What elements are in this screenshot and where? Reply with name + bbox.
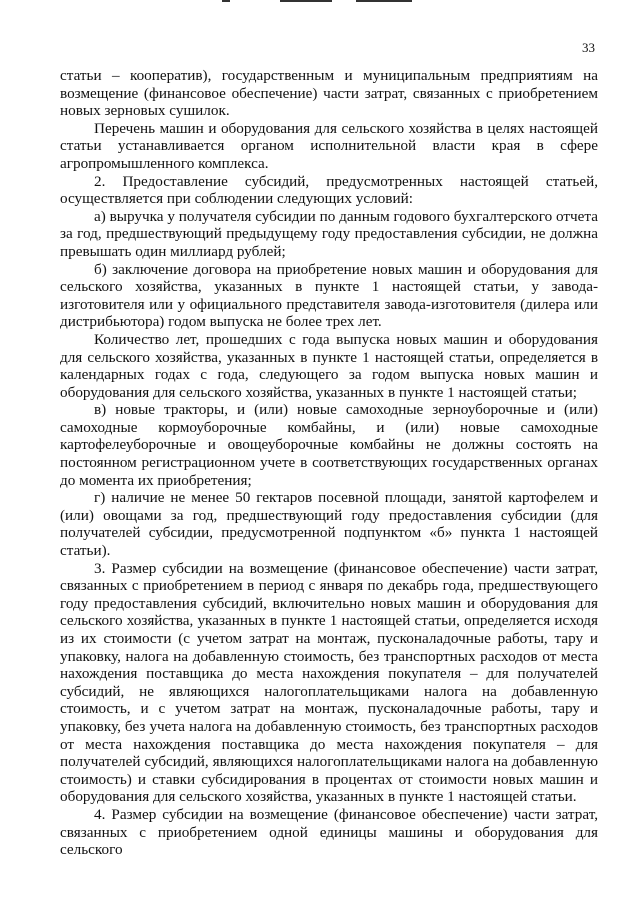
- paragraph-years-count: Количество лет, прошедших с года выпуска новых машин и оборудования для сельского хозяйства, указанных в пункте 1 настоящей статьи, определяется в календарных годах с года, следующего за годом выпуска новых машин и оборудования для сельского хозяйства, указанных в пункте 1 настоящей статьи;: [60, 330, 598, 401]
- paragraph-continuation: статьи – кооператив), государственным и муниципальным предприятиям на возмещение (финансовое обеспечение) части затрат, связанных с приобретением новых зерновых сушилок.: [60, 67, 598, 120]
- paragraph-condition-g: г) наличие не менее 50 гектаров посевной площади, занятой картофелем и (или) овощами за год, предшествующий году предоставления субсидии (для получателей субсидии, предусмотренной подпунктом «б» пункта 1 настоящей статьи).: [60, 489, 598, 560]
- top-rule-center: [280, 0, 332, 2]
- paragraph-subsidy-size-3: 3. Размер субсидии на возмещение (финансовое обеспечение) части затрат, связанных с приобретением в период с января по декабрь года, предшествующего году предоставления субсидий, включительно новых машин и оборудования для сельского хозяйства, указанных в пункте 1 настоящей статьи, определяется исходя из их стоимости (с учетом затрат на монтаж, пусконаладочные работы, тару и упаковку, налога на добавленную стоимость, без транспортных расходов от места нахождения поставщика до места нахождения покупателя – для получателей субсидий, не являющихся налогоплательщиками налога на добавленную стоимость, и с учетом затрат на монтаж, пусконаладочные работы, тару и упаковку, без учета налога на добавленную стоимость, без транспортных расходов от места нахождения поставщика до места нахождения покупателя – для получателей субсидий, являющихся налогоплательщиками налога на добавленную стоимость) и ставки субсидирования в процентах от стоимости новых машин и оборудования для сельского хозяйства, указанных в пункте 1 настоящей статьи.: [60, 559, 598, 806]
- paragraph-subsidy-size-4: 4. Размер субсидии на возмещение (финансовое обеспечение) части затрат, связанных с приобретением одной единицы машины и оборудования для сельского: [60, 805, 598, 859]
- paragraph-condition-v: в) новые тракторы, и (или) новые самоходные зерноуборочные и (или) самоходные кормоуборочные комбайны, и (или) новые самоходные картофелеуборочные и овощеуборочные комбайны не должны состоять на постоянном регистрационном учете в соответствующих государственных органах до момента их приобретения;: [60, 401, 598, 489]
- page-number: 33: [582, 40, 595, 55]
- paragraph-conditions: 2. Предоставление субсидий, предусмотренных настоящей статьей, осуществляется при соблюдении следующих условий:: [60, 172, 598, 208]
- top-rule-right: [356, 0, 412, 2]
- document-body: [60, 67, 598, 859]
- top-rule-left: [222, 0, 230, 2]
- paragraph-condition-a: а) выручка у получателя субсидии по данным годового бухгалтерского отчета за год, предшествующий предыдущему году предоставления субсидии, не должна превышать один миллиард рублей;: [60, 207, 598, 260]
- paragraph-condition-b: б) заключение договора на приобретение новых машин и оборудования для сельского хозяйства, указанных в пункте 1 настоящей статьи, у завода-изготовителя или у официального представителя завода-изготовителя (дилера или дистрибьютора) годом выпуска не более трех лет.: [60, 260, 598, 331]
- paragraph-equipment-list: Перечень машин и оборудования для сельского хозяйства в целях настоящей статьи устанавливается органом исполнительной власти края в сфере агропромышленного комплекса.: [60, 119, 598, 172]
